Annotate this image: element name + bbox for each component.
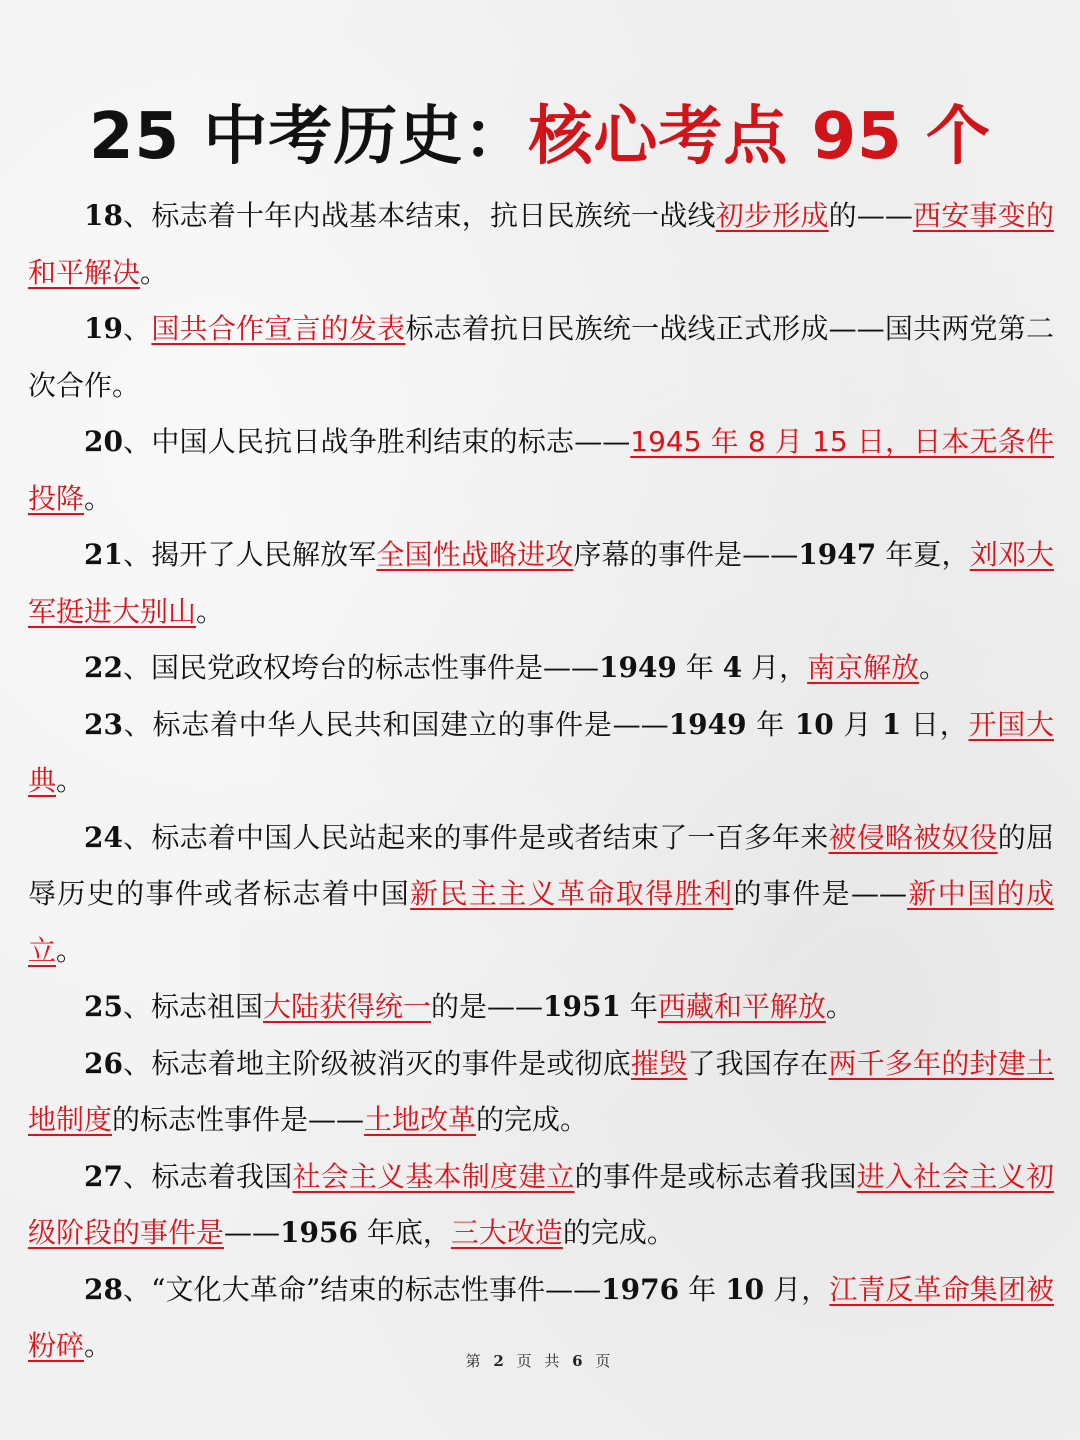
item-text: 。 xyxy=(56,764,85,797)
highlight-answer: 三大改造 xyxy=(450,1216,563,1249)
item-number: 23 xyxy=(84,707,123,741)
page-title xyxy=(0,92,1080,182)
bold-number: 1947 xyxy=(798,538,877,571)
item-text: 、标志着我国 xyxy=(122,1159,293,1193)
title-highlight: 核心考点 95 个 xyxy=(528,100,991,174)
item-text: 、 xyxy=(122,312,152,345)
highlight-answer: 新中国的成立 xyxy=(28,877,1054,967)
list-item xyxy=(28,810,1054,980)
list-item xyxy=(28,1149,1054,1262)
item-number: 20 xyxy=(84,425,123,458)
item-text: 、标志着中华人民共和国建立的事件是—— xyxy=(122,707,669,741)
item-text: —— xyxy=(224,1216,281,1249)
highlight-answer: 西安事变的和平解决 xyxy=(28,199,1054,289)
item-text: 的事件是—— xyxy=(733,877,908,910)
item-text: 的屈辱历史的事件或者标志着中国 xyxy=(28,820,1054,910)
item-text: 、标志着十年内战基本结束，抗日民族统一战线 xyxy=(122,199,716,232)
item-number: 19 xyxy=(84,312,123,345)
item-text: 标志着抗日民族统一战线正式形成——国共两党第二次合作。 xyxy=(28,312,1054,402)
bold-number: 4 xyxy=(722,651,743,684)
bold-number: 1949 xyxy=(668,707,747,741)
item-text: 。 xyxy=(196,594,225,628)
item-text: 的标志性事件是—— xyxy=(112,1103,365,1136)
item-number: 22 xyxy=(84,651,123,684)
item-text: 的—— xyxy=(828,199,913,232)
highlight-answer: 土地改革 xyxy=(364,1103,477,1136)
item-text: 月， xyxy=(764,1272,830,1306)
item-text: 。 xyxy=(919,651,948,684)
bold-number: 1951 xyxy=(543,990,621,1023)
list-item xyxy=(28,414,1054,527)
footer-post: 页 xyxy=(586,1352,615,1370)
highlight-answer: 初步形成 xyxy=(715,199,829,232)
highlight-answer: 摧毁 xyxy=(630,1046,688,1080)
highlight-answer: 南京解放 xyxy=(807,651,920,684)
item-text: 。 xyxy=(825,990,854,1023)
item-text: 年 xyxy=(620,990,658,1023)
highlight-answer: 西藏和平解放 xyxy=(657,990,826,1023)
item-text: 。 xyxy=(84,1329,113,1362)
bold-number: 10 xyxy=(794,707,834,741)
item-number: 28 xyxy=(84,1272,123,1306)
bold-number: 1956 xyxy=(280,1216,358,1249)
item-text: 年夏， xyxy=(876,538,970,571)
item-number: 26 xyxy=(84,1046,123,1080)
footer-pre: 第 xyxy=(465,1352,494,1370)
item-text: 的完成。 xyxy=(562,1216,675,1249)
bold-number: 10 xyxy=(725,1272,765,1306)
highlight-answer: 开国大典 xyxy=(28,707,1054,797)
highlight-answer: 进入社会主义初级阶段的事件是 xyxy=(28,1159,1054,1249)
item-number: 18 xyxy=(84,199,123,232)
page-footer xyxy=(0,1350,1080,1371)
item-text: 、中国人民抗日战争胜利结束的标志—— xyxy=(122,425,631,458)
highlight-answer: 1945 年 8 月 15 日，日本无条件投降 xyxy=(28,425,1054,515)
item-text: 了我国存在 xyxy=(687,1046,829,1080)
footer-total-pages: 6 xyxy=(572,1352,587,1370)
highlight-answer: 国共合作宣言的发表 xyxy=(151,312,406,345)
title-prefix: 25 中考历史： xyxy=(89,100,529,174)
list-item xyxy=(28,1036,1054,1149)
item-text: 、“文化大革命”结束的标志性事件—— xyxy=(122,1272,602,1306)
item-text: 、标志祖国 xyxy=(122,990,263,1023)
item-text: 的完成。 xyxy=(476,1103,589,1136)
item-text: 、标志着地主阶级被消灭的事件是或彻底 xyxy=(122,1046,631,1080)
item-text: 日， xyxy=(901,707,969,741)
item-number: 25 xyxy=(84,990,123,1023)
highlight-answer: 大陆获得统一 xyxy=(262,990,431,1023)
item-text: 序幕的事件是—— xyxy=(573,538,799,571)
item-text: 的是—— xyxy=(431,990,544,1023)
item-text: 、揭开了人民解放军 xyxy=(122,538,377,571)
item-text: 年 xyxy=(679,1272,726,1306)
highlight-answer: 全国性战略进攻 xyxy=(376,538,574,571)
item-text: 月 xyxy=(833,707,882,741)
list-item xyxy=(28,979,1054,1036)
highlight-answer: 江青反革命集团被粉碎 xyxy=(28,1272,1054,1362)
item-number: 24 xyxy=(84,820,123,854)
footer-page-number: 2 xyxy=(493,1352,508,1370)
item-text: 年底， xyxy=(357,1216,451,1249)
item-text: 的事件是或标志着我国 xyxy=(574,1159,857,1193)
item-text: 。 xyxy=(84,481,113,515)
item-number: 21 xyxy=(84,538,123,571)
highlight-answer: 社会主义基本制度建立 xyxy=(292,1159,575,1193)
bold-number: 1949 xyxy=(598,651,677,684)
list-item xyxy=(28,301,1054,414)
list-item xyxy=(28,188,1054,301)
highlight-answer: 新民主主义革命取得胜利 xyxy=(410,877,734,910)
list-item xyxy=(28,697,1054,810)
bold-number: 1 xyxy=(881,707,902,741)
list-item xyxy=(28,527,1054,640)
item-text: 年 xyxy=(676,651,723,684)
item-text: 。 xyxy=(56,933,85,967)
content-list xyxy=(28,188,1054,1375)
highlight-answer: 刘邓大军挺进大别山 xyxy=(28,538,1054,628)
highlight-answer: 两千多年的封建土地制度 xyxy=(28,1046,1054,1136)
item-text: 。 xyxy=(140,255,169,289)
item-number: 27 xyxy=(84,1159,123,1193)
item-text: 月， xyxy=(742,651,808,684)
item-text: 、国民党政权垮台的标志性事件是—— xyxy=(122,651,599,684)
list-item xyxy=(28,640,1054,697)
bold-number: 1976 xyxy=(601,1272,680,1306)
item-text: 、标志着中国人民站起来的事件是或者结束了一百多年来 xyxy=(122,820,829,854)
item-text: 年 xyxy=(746,707,795,741)
footer-mid: 页 共 xyxy=(507,1352,573,1370)
highlight-answer: 被侵略被奴役 xyxy=(828,820,998,854)
